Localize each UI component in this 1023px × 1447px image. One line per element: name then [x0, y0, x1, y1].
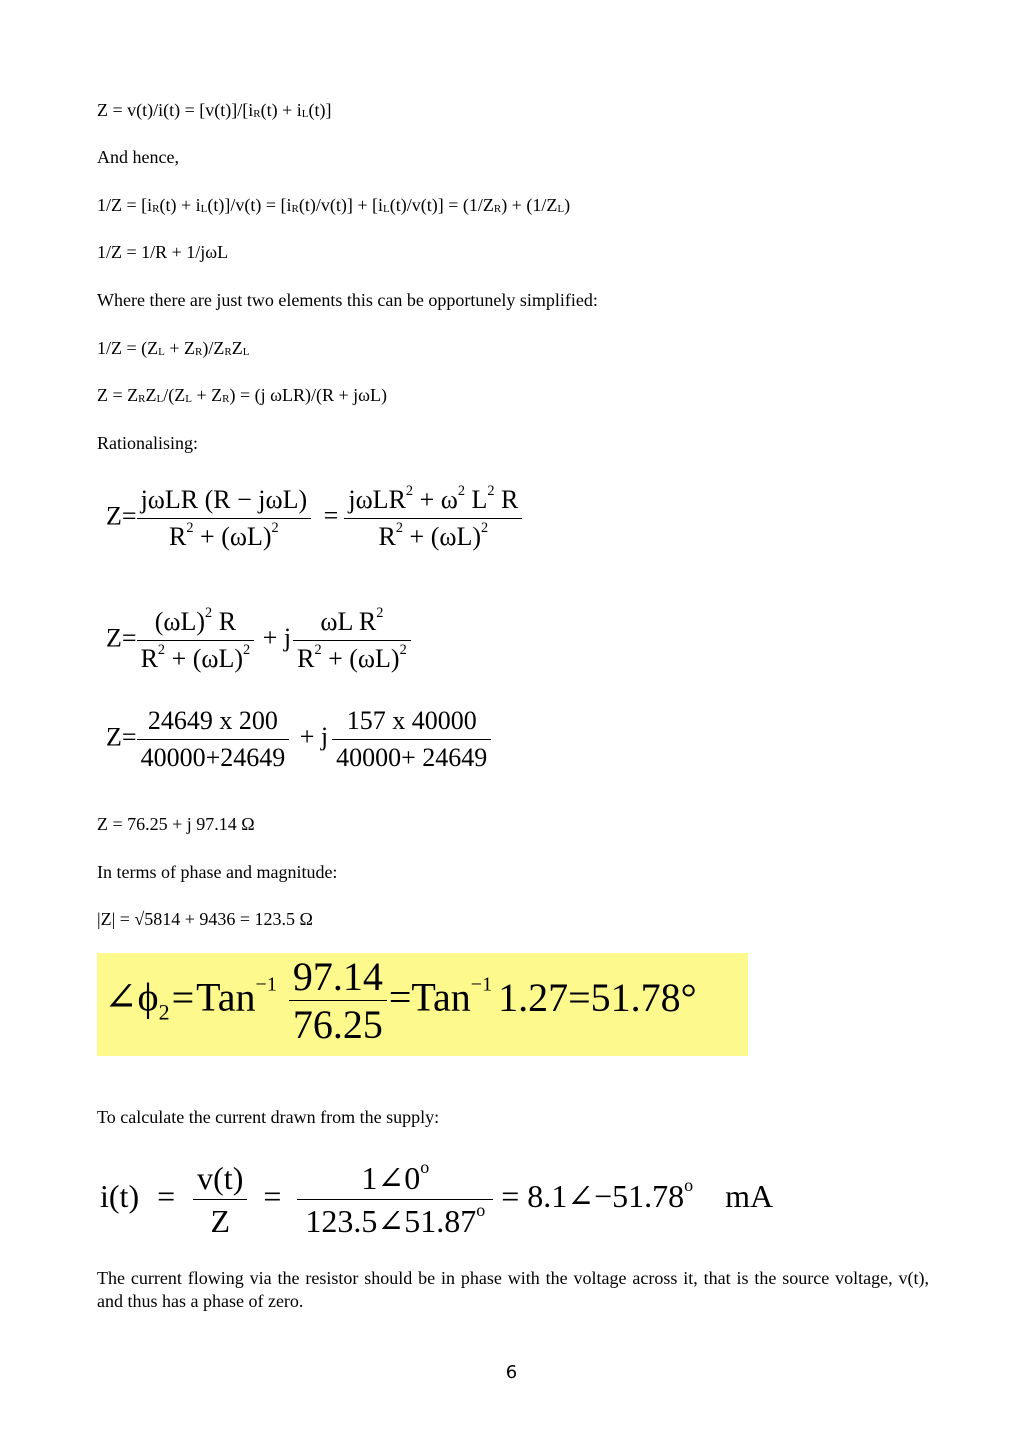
impedance-result: Z = 76.25 + j 97.14 Ω: [97, 814, 255, 834]
impedance-definition: $Z = v(t)/i(t) = [v(t)]/[i_R(t) + i_L(t)]$: [97, 100, 332, 120]
impedance-magnitude: |Z| = √5814 + 9436 = 123.5 Ω: [97, 909, 313, 929]
where-text: Where there are just two elements this can be opportunely simplified:: [97, 290, 598, 310]
conclusion-paragraph: The current flowing via the resistor should be in phase with the voltage across it, that is the source voltage, v(t), and thus has a phase of zero.: [97, 1268, 929, 1311]
current-equation: i(t) = $\frac{v(t)}{Z}$ = $\frac{1\angle 0^o}{123.5\angle 51.87^o}$ = $8.1\angle-51.78^o$ mA: [100, 1157, 774, 1239]
impedance-product-eq: $Z = Z_RZ_L/(Z_L + Z_R) = (j$ ωLR)/(R + jωL): [97, 385, 387, 405]
rationalising-text: Rationalising:: [97, 433, 198, 453]
inverse-impedance-eq-3: $1/Z = (Z_L + Z_R)/Z_RZ_L$: [97, 338, 250, 358]
page-number: 6: [505, 1362, 518, 1383]
split-real-imag-equation: Z= $\frac{(\omega L)^2 R}{R^2 + (\omega L)^2}$ + j $\frac{\omega L R^2}{R^2 + (\omega L)^2}$: [106, 604, 411, 677]
rationalised-equation: Z= $\frac{\text{jωLR (R − jωL)}}{R^2 + (\omega L)^2}$ = $\frac{j\omega LR^2 + \omega^2 L^2 R}{R^2 + (\omega L)^2}$: [106, 482, 522, 555]
and-hence-text: And hence,: [97, 147, 179, 167]
inverse-impedance-eq-2: 1/Z = 1/R + 1/jωL: [97, 242, 229, 262]
inverse-impedance-eq: $1/Z = [i_R(t) + i_L(t)]/v(t) = [i_R(t)/v(t)] + [i_L(t)/v(t)] = (1/Z_R) + (1/Z_L)$: [97, 195, 571, 215]
current-intro-text: To calculate the current drawn from the supply:: [97, 1107, 440, 1127]
numeric-substitution-equation: Z= $\frac{24649 x 200}{40000+24649}$ + j $\frac{157 x 40000}{40000+ 24649}$: [106, 703, 491, 776]
phase-magnitude-text: In terms of phase and magnitude:: [97, 862, 338, 882]
phase-angle-equation: $\angle\phi_2=Tan^{-1}$ $\frac{97.14}{76.25}$ =Tan$^{-1}$ 1.27=51.78°: [104, 954, 697, 1047]
